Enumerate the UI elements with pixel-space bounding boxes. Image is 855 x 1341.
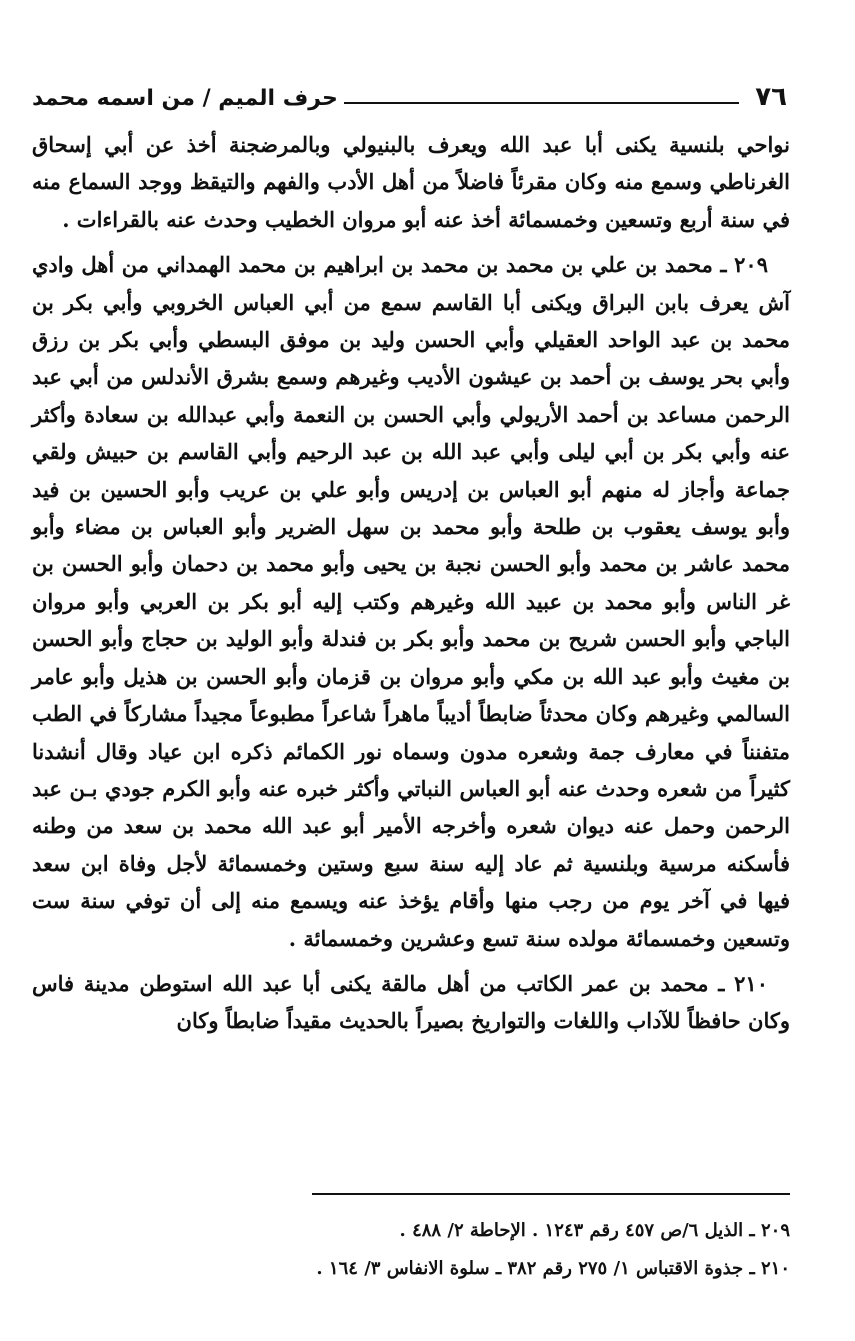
entry-209: ٢٠٩ ـ محمد بن علي بن محمد بن محمد بن ابراهيم بن محمد الهمداني من أهل وادي آش يعرف بابن البراق ويكنى أبا القاسم سمع من أبي العباس الخروبي وأبي بكر بن محمد بن عبد الواحد العقيلي وأبي الحسن وليد بن موفق البسطي وأبي بكر بن رزق وأبي بحر يوسف بن أحمد بن عيشون الأديب وغيرهم وسمع بشرق الأندلس من أبي عبد الرحمن مساعد بن أحمد الأريولي وأبي الحسن بن النعمة وأبي عبدالله بن سعادة وأكثر عنه وأبي بكر بن أبي ليلى وأبي عبد الله بن عبد الرحيم وأبي القاسم بن حبيش ولقي جماعة وأجاز له منهم أبو العباس بن إدريس وأبو علي بن عريب وأبو الحسين بن فيد وأبو يوسف يعقوب بن طلحة وأبو محمد بن سهل الضرير وأبو العباس بن مضاء وأبو محمد عاشر بن محمد وأبو الحسن نجبة بن يحيى وأبو محمد بن دحمان وأبو الحسن بن غر الناس وأبو محمد بن عبيد الله وغيرهم وكتب إليه أبو بكر بن العربي وأبو مروان الباجي وأبو الحسن شريح بن محمد وأبو بكر بن فندلة وأبو الوليد بن حجاج وأبو الحسن بن مغيث وأبو عبد الله بن مكي وأبو مروان بن قزمان وأبو الحسن بن هذيل وأبو عامر السالمي وغيرهم وكان محدثاً ضابطاً أديباً ماهراً شاعراً مطبوعاً مجيداً مشاركاً في الطب متفنناً في معارف جمة وشعره مدون وسماه نور الكمائم ذكره ابن عياد وقال أنشدنا كثيراً من شعره وحدث عنه أبو العباس النباتي وأكثر خبره عنه وأبو الكرم جودي بـن عبد الرحمن وحمل عنه ديوان شعره وأخرجه الأمير أبو عبد الله محمد بن سعد من وطنه فأسكنه مرسية وبلنسية ثم عاد إليه سنة سبع وستين وخمسمائة لأجل وفاة ابن سعد فيها في آخر يوم من رجب منها وأقام يؤخذ عنه ويسمع منه إلى أن توفي سنة ست وتسعين وخمسمائة مولده سنة تسع وعشرين وخمسمائة . xyxy=(32,252,790,951)
running-title: حرف الميم / من اسمه محمد xyxy=(32,86,338,111)
main-text xyxy=(32,126,790,1048)
footnotes xyxy=(32,1212,790,1288)
footnote-209: ٢٠٩ ـ الذيل ٦/ص ٤٥٧ رقم ١٢٤٣ . الإحاطة ٢/ ٤٨٨ . xyxy=(399,1220,790,1241)
footnote-separator xyxy=(312,1193,790,1195)
header-rule xyxy=(344,102,739,104)
page-number: ٧٦ xyxy=(755,82,787,112)
paragraph-continuation: نواحي بلنسية يكنى أبا عبد الله ويعرف بالبنيولي وبالمرضجنة أخذ عن أبي إسحاق الغرناطي وسمع منه وكان مقرئاً فاضلاً من أهل الأدب والفهم والتيقظ ووجد السماع منه في سنة أربع وتسعين وخمسمائة أخذ عنه أبو مروان الخطيب وحدث عنه بالقراءات . xyxy=(32,132,790,232)
page-header xyxy=(32,70,787,110)
entry-210: ٢١٠ ـ محمد بن عمر الكاتب من أهل مالقة يكنى أبا عبد الله استوطن مدينة فاس وكان حافظاً للآداب واللغات والتواريخ بصيراً بالحديث مقيداً ضابطاً وكان xyxy=(32,970,790,1034)
footnote-210: ٢١٠ ـ جذوة الاقتباس ١/ ٢٧٥ رقم ٣٨٢ ـ سلوة الانفاس ٣/ ١٦٤ . xyxy=(316,1258,790,1279)
